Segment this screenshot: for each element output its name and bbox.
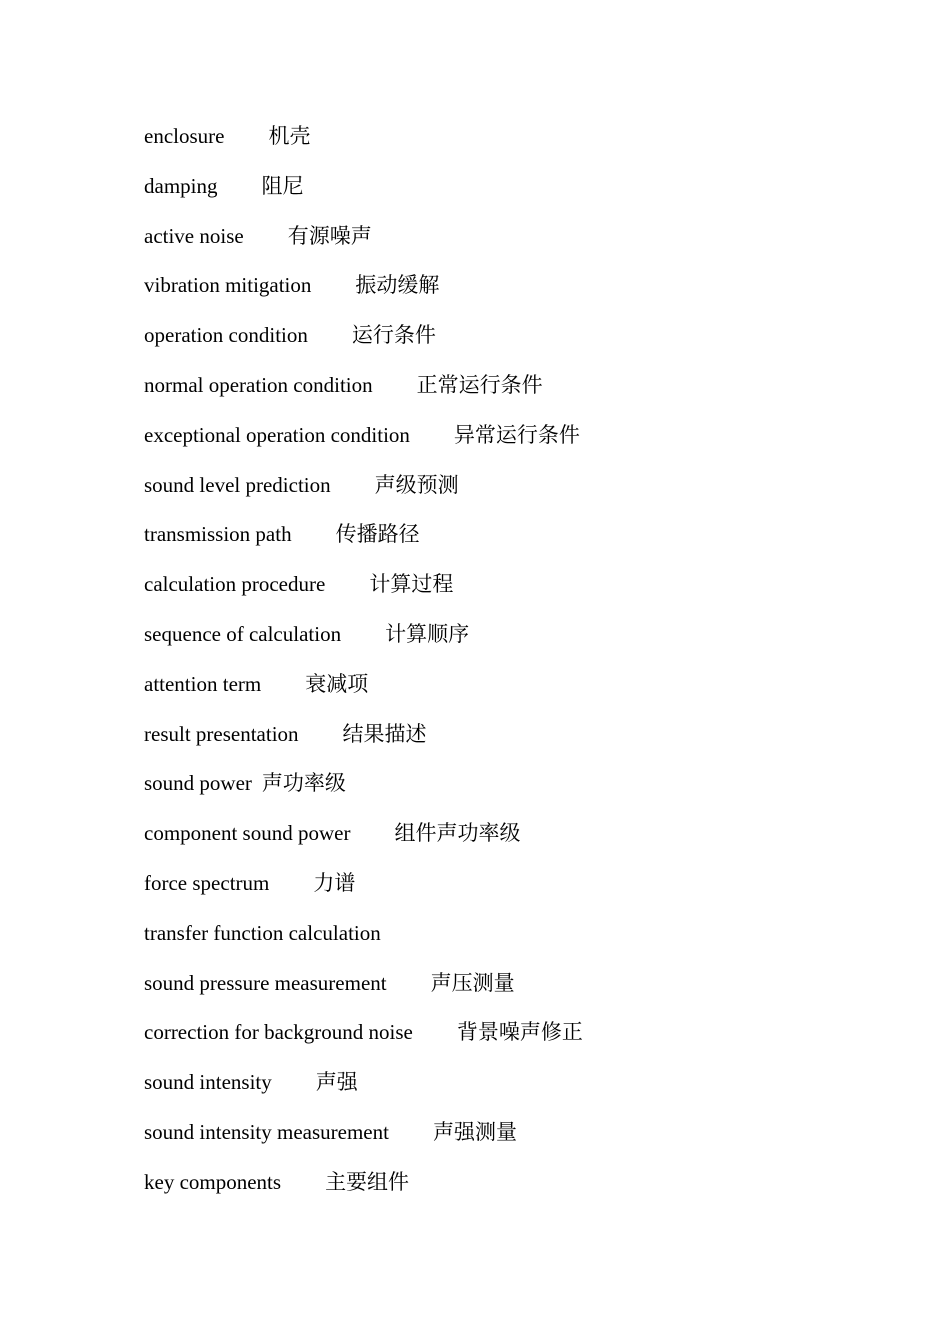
glossary-entry [144, 668, 844, 718]
term-english: sound level prediction [144, 472, 331, 497]
term-english: calculation procedure [144, 572, 326, 597]
glossary-entry [144, 1116, 844, 1166]
term-english: normal operation condition [144, 372, 373, 397]
glossary-entry [144, 867, 844, 917]
glossary-entry [144, 917, 844, 967]
term-chinese: 计算过程 [369, 572, 454, 597]
term-chinese: 结果描述 [342, 721, 427, 746]
glossary-entry [144, 518, 844, 568]
term-english: sound power [144, 771, 252, 796]
glossary-entry [144, 220, 844, 270]
glossary-entry [144, 967, 844, 1017]
term-english: result presentation [144, 721, 299, 746]
glossary-entry [144, 469, 844, 519]
term-chinese: 声压测量 [430, 970, 515, 995]
term-chinese: 声功率级 [261, 771, 346, 796]
term-chinese: 正常运行条件 [416, 372, 543, 397]
term-chinese: 声强 [315, 1070, 358, 1095]
term-chinese: 振动缓解 [355, 273, 440, 298]
term-english: key components [144, 1169, 282, 1194]
glossary-entry [144, 817, 844, 867]
term-chinese: 计算顺序 [385, 621, 470, 646]
term-english: active noise [144, 223, 244, 248]
glossary-entry [144, 369, 844, 419]
term-chinese: 运行条件 [351, 323, 436, 348]
term-english: operation condition [144, 323, 308, 348]
glossary-entry [144, 1016, 844, 1066]
glossary-entry [144, 718, 844, 768]
glossary-entry [144, 120, 844, 170]
term-english: exceptional operation condition [144, 422, 410, 447]
term-chinese: 传播路径 [335, 522, 420, 547]
term-chinese: 组件声功率级 [394, 821, 521, 846]
term-chinese: 衰减项 [305, 671, 369, 696]
term-english: transmission path [144, 522, 292, 547]
term-english: sequence of calculation [144, 621, 342, 646]
glossary-entry [144, 419, 844, 469]
glossary-list [144, 120, 844, 1216]
term-english: sound intensity measurement [144, 1119, 389, 1144]
term-english: component sound power [144, 821, 351, 846]
term-chinese: 声强测量 [432, 1119, 517, 1144]
term-english: enclosure [144, 124, 225, 148]
glossary-entry [144, 269, 844, 319]
glossary-entry [144, 1166, 844, 1216]
term-chinese: 有源噪声 [287, 223, 372, 248]
term-chinese: 主要组件 [325, 1169, 410, 1194]
term-english: transfer function calculation [144, 920, 381, 945]
term-english: damping [144, 173, 218, 198]
term-english: sound intensity [144, 1070, 272, 1095]
glossary-entry [144, 170, 844, 220]
term-english: attention term [144, 671, 262, 696]
glossary-entry [144, 767, 844, 817]
glossary-entry [144, 1066, 844, 1116]
glossary-entry [144, 568, 844, 618]
term-english: vibration mitigation [144, 273, 312, 298]
glossary-entry [144, 319, 844, 369]
term-chinese: 异常运行条件 [453, 422, 580, 447]
term-chinese: 声级预测 [374, 472, 459, 497]
term-chinese: 阻尼 [261, 173, 304, 198]
term-english: correction for background noise [144, 1020, 413, 1045]
glossary-entry [144, 618, 844, 668]
term-english: sound pressure measurement [144, 970, 387, 995]
term-chinese: 背景噪声修正 [456, 1020, 583, 1045]
term-chinese: 机壳 [268, 124, 311, 148]
term-chinese: 力谱 [313, 870, 356, 895]
term-english: force spectrum [144, 870, 270, 895]
